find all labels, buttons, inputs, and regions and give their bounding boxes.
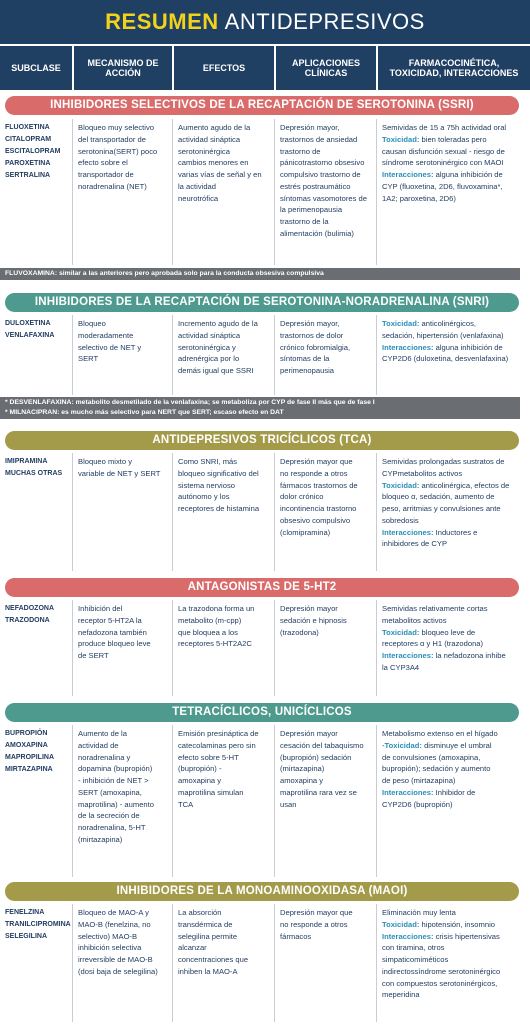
pk-line xyxy=(382,740,525,752)
text-line: La absorción xyxy=(178,908,222,917)
pk-text: causan disfunción sexual - riesgo de xyxy=(382,146,505,156)
text-line: sedación e hipnosis xyxy=(280,615,347,625)
text-line: metabolito (m-cpp) xyxy=(178,615,242,625)
text-line: produce bloqueo leve xyxy=(78,639,151,649)
text-line: que bloquea a los xyxy=(178,627,238,637)
pk-line xyxy=(382,603,525,615)
pk-text: meperidina xyxy=(382,990,420,1000)
cell-mecanismo xyxy=(72,904,172,1022)
pk-line xyxy=(382,169,525,181)
cell-farmaco xyxy=(376,315,530,395)
pk-text: anticolinérgicos, xyxy=(419,319,476,328)
text-line: pánicotrastorno obsesivo xyxy=(280,158,365,168)
cell-drugs xyxy=(0,904,72,1022)
pk-line xyxy=(382,799,525,811)
pk-text: crisis hipertensivas xyxy=(433,931,500,941)
drug-name: FLUOXETINA xyxy=(5,124,50,131)
pk-line xyxy=(382,146,525,158)
drug-name: MAPROPILINA xyxy=(5,753,54,761)
cell-drugs xyxy=(0,119,72,265)
drug-name: IMIPRAMINA xyxy=(5,458,48,465)
text-line: autónomo y los xyxy=(178,492,230,502)
cell-drugs xyxy=(0,600,72,696)
header-farmacocinetica: FARMACOCINÉTICA, TOXICIDAD, INTERACCIONES xyxy=(376,46,530,90)
pk-text: Inductores e xyxy=(433,527,478,537)
pk-text: Semividas prolongadas sustratos de xyxy=(382,457,505,466)
text-line: actividad sináptica xyxy=(178,330,241,340)
drug-name: PAROXETINA xyxy=(5,159,51,167)
text-line: cesación del tabaquismo xyxy=(280,740,364,750)
text-line: adrenérgica por lo xyxy=(178,354,240,364)
text-line: - inhibición de NET > xyxy=(78,776,149,786)
section-row xyxy=(0,904,530,1022)
pk-label: Interacciones: xyxy=(382,527,434,537)
text-line: trastorno de la xyxy=(280,217,329,227)
text-line: crónico fobromialgia, xyxy=(280,342,351,352)
cell-efectos xyxy=(172,725,274,877)
pk-line xyxy=(382,353,525,365)
drug-name: NEFADOZONA xyxy=(5,605,54,612)
text-line: trastornos de ansiedad xyxy=(280,134,358,144)
text-line: noradrenalina, 5-HT xyxy=(78,823,146,833)
section-note xyxy=(0,397,520,419)
text-line: dolor crónico xyxy=(280,492,324,502)
pk-text: peso, arritmias y convulsiones ante xyxy=(382,504,501,514)
drug-name: VENLAFAXINA xyxy=(5,331,55,339)
cell-drugs xyxy=(0,725,72,877)
pk-text: alguna inhibición de xyxy=(433,170,503,180)
drug-name: TRANILCIPROMINA xyxy=(5,920,71,928)
text-line: serotonina(SERT) poco xyxy=(78,146,158,156)
text-line: La trazodona forma un xyxy=(178,604,255,613)
text-line: selectivo de NET y xyxy=(78,342,142,352)
pk-line xyxy=(382,662,525,674)
note-line: * MILNACIPRAN: es mucho más selectivo para NERT que SERT; escaso efecto en DAT xyxy=(5,409,284,417)
cell-farmaco xyxy=(376,453,530,571)
pk-line xyxy=(382,468,525,480)
text-line: no responde a otros xyxy=(280,919,348,929)
text-line: trastorno de xyxy=(280,146,321,156)
cell-aplicaciones xyxy=(274,453,376,571)
text-line: cambios menores en xyxy=(178,158,249,168)
pk-text: de convulsiones (amoxapina, xyxy=(382,752,481,762)
pk-line xyxy=(382,503,525,515)
text-line: maprotilina) - aumento xyxy=(78,799,154,809)
pk-line xyxy=(382,931,525,943)
text-line: SERT xyxy=(78,354,99,364)
pk-text: alguna inhibición de xyxy=(433,342,503,352)
pk-line xyxy=(382,775,525,787)
cell-drugs xyxy=(0,453,72,571)
text-line: Aumento de la xyxy=(78,729,127,738)
cell-efectos xyxy=(172,904,274,1022)
pk-line xyxy=(382,615,525,627)
text-line: Depresión mayor, xyxy=(280,319,340,328)
pk-text: receptores α y H1 (trazodona) xyxy=(382,639,484,649)
text-line: irreversible de MAO-B xyxy=(78,955,153,965)
text-line: MAO-B (fenelzina, no xyxy=(78,919,151,929)
pk-text: Inhibidor de xyxy=(433,787,476,797)
text-line: usan xyxy=(280,799,297,809)
pk-text: sobredosis xyxy=(382,515,419,525)
text-line: alimentación (bulimia) xyxy=(280,228,354,238)
pk-text: Eliminación muy lenta xyxy=(382,908,456,917)
pk-line xyxy=(382,954,525,966)
text-line: Incremento agudo de la xyxy=(178,319,258,328)
cell-aplicaciones xyxy=(274,119,376,265)
header-mecanismo: MECANISMO DE ACCIÓN xyxy=(72,46,172,90)
cell-aplicaciones xyxy=(274,904,376,1022)
drug-name: MIRTAZAPINA xyxy=(5,765,53,773)
text-line: variable de NET y SERT xyxy=(78,468,161,478)
text-line: (bupropión) sedación xyxy=(280,752,352,762)
text-line: (mirtazapina) xyxy=(78,834,123,844)
text-line: obsesivo compulsivo xyxy=(280,515,351,525)
section-row xyxy=(0,453,530,571)
cell-efectos xyxy=(172,119,274,265)
text-line: maprotilina simulan xyxy=(178,787,244,797)
pk-text: disminuye el umbral xyxy=(421,740,492,750)
pk-text: CYP (fluoxetina, 2D6, fluvoxamina*, xyxy=(382,181,503,191)
cell-mecanismo xyxy=(72,725,172,877)
text-line: (clomipramina) xyxy=(280,527,331,537)
drug-name: MUCHAS OTRAS xyxy=(5,469,63,477)
text-line: síntomas de la xyxy=(280,354,330,364)
text-line: fármacos xyxy=(280,931,312,941)
pk-line xyxy=(382,907,525,919)
text-line: Depresión mayor que xyxy=(280,457,353,466)
text-line: (dosi baja de selegilina) xyxy=(78,966,158,976)
section-banner: INHIBIDORES DE LA MONOAMINOOXIDASA (MAOI) xyxy=(5,882,519,901)
text-line: transportador de xyxy=(78,170,134,180)
text-line: receptor 5-HT2A la xyxy=(78,615,142,625)
header-efectos: EFECTOS xyxy=(172,46,274,90)
pk-line xyxy=(382,342,525,354)
text-line: amoxapina y xyxy=(178,776,222,786)
cell-farmaco xyxy=(376,600,530,696)
text-line: inhiben la MAO-A xyxy=(178,966,238,976)
pk-text: inhibidores de CYP xyxy=(382,539,448,549)
cell-mecanismo xyxy=(72,600,172,696)
text-line: neurotrófica xyxy=(178,193,219,203)
text-line: sistema nervioso xyxy=(178,480,235,490)
pk-line xyxy=(382,491,525,503)
drug-name: TRAZODONA xyxy=(5,616,50,624)
text-line: amoxapina y xyxy=(280,776,324,786)
pk-label: Toxicidad: xyxy=(382,134,420,144)
pk-text: la nefadozona inhibe xyxy=(433,651,506,661)
pk-line xyxy=(382,638,525,650)
text-line: Bloqueo muy selectivo xyxy=(78,123,154,132)
text-line: maprotilina rara vez se xyxy=(280,787,357,797)
text-line: incontinencia trastorno xyxy=(280,504,357,514)
section-banner: INHIBIDORES DE LA RECAPTACIÓN DE SEROTONINA-NORADRENALINA (SNRI) xyxy=(5,293,519,312)
pk-line xyxy=(382,527,525,539)
cell-drugs xyxy=(0,315,72,395)
section-row xyxy=(0,600,530,696)
text-line: Bloqueo xyxy=(78,319,106,328)
pk-label: Interacciones: xyxy=(382,931,434,941)
pk-line xyxy=(382,919,525,931)
cell-farmaco xyxy=(376,725,530,877)
text-line: concentraciones que xyxy=(178,955,249,965)
text-line: la perimenopausia xyxy=(280,205,343,215)
text-line: del transportador de xyxy=(78,134,146,144)
text-line: de la secreción de xyxy=(78,811,140,821)
pk-label: Toxicidad: xyxy=(382,919,420,929)
pk-line xyxy=(382,787,525,799)
text-line: la actividad xyxy=(178,181,216,191)
pk-line xyxy=(382,456,525,468)
drug-name: FENELZINA xyxy=(5,909,45,916)
page-title xyxy=(0,0,530,44)
text-line: no responde a otros xyxy=(280,468,348,478)
cell-efectos xyxy=(172,600,274,696)
pk-text: con tiramina, otros xyxy=(382,943,445,953)
drug-name: CITALOPRAM xyxy=(5,135,52,143)
pk-text: Metabolismo extenso en el hígado xyxy=(382,729,498,738)
pk-line xyxy=(382,966,525,978)
section-banner: ANTAGONISTAS DE 5-HT2 xyxy=(5,578,519,597)
pk-label: Interacciones: xyxy=(382,170,434,180)
text-line: actividad sináptica xyxy=(178,134,241,144)
text-line: selectivo) MAO-B xyxy=(78,931,138,941)
cell-efectos xyxy=(172,315,274,395)
pk-label: Toxicidad: xyxy=(382,627,420,637)
note-line: FLUVOXAMINA: similar a las anteriores pero aprobada solo para la conducta obsesiva compulsiva xyxy=(5,270,324,277)
text-line: receptores de histamina xyxy=(178,504,260,514)
pk-line xyxy=(382,538,525,550)
text-line: Depresión mayor xyxy=(280,729,338,738)
header-aplicaciones: APLICACIONES CLÍNICAS xyxy=(274,46,376,90)
pk-label: Toxicidad: xyxy=(382,319,420,328)
text-line: inhibición selectiva xyxy=(78,943,142,953)
text-line: noradrenalina y xyxy=(78,752,131,762)
pk-text: simpaticomiméticos xyxy=(382,955,449,965)
pk-label: Toxicidad: xyxy=(382,480,420,490)
text-line: (trazodona) xyxy=(280,627,319,637)
pk-text: 1A2; paroxetina, 2D6) xyxy=(382,193,456,203)
cell-aplicaciones xyxy=(274,725,376,877)
pk-line xyxy=(382,157,525,169)
text-line: trastornos de dolor xyxy=(280,330,344,340)
pk-line xyxy=(382,763,525,775)
section-row xyxy=(0,315,530,395)
drug-name: SELEGILINA xyxy=(5,932,48,940)
pk-line xyxy=(382,515,525,527)
drug-name: AMOXAPINA xyxy=(5,741,48,749)
pk-text: bloqueo leve de xyxy=(419,627,476,637)
text-line: de SERT xyxy=(78,651,109,661)
pk-line xyxy=(382,193,525,205)
drug-name: ESCITALOPRAM xyxy=(5,147,61,155)
pk-text: hipotensión, insomnio xyxy=(419,919,495,929)
pk-line xyxy=(382,134,525,146)
text-line: Emisión presináptica de xyxy=(178,729,259,738)
section-banner: TETRACÍCLICOS, UNICÍCLICOS xyxy=(5,703,519,722)
pk-line xyxy=(382,181,525,193)
section-banner: ANTIDEPRESIVOS TRICÍCLICOS (TCA) xyxy=(5,431,519,450)
text-line: nefadozona también xyxy=(78,627,147,637)
text-line: demás igual que SSRI xyxy=(178,366,254,376)
text-line: alcanzar xyxy=(178,943,207,953)
text-line: perimenopausia xyxy=(280,366,335,376)
text-line: actividad de xyxy=(78,740,119,750)
column-header-row xyxy=(0,46,530,90)
cell-aplicaciones xyxy=(274,315,376,395)
pk-line xyxy=(382,728,525,740)
pk-line xyxy=(382,989,525,1001)
cell-aplicaciones xyxy=(274,600,376,696)
section-note xyxy=(0,268,520,280)
text-line: Depresión mayor xyxy=(280,604,338,613)
pk-label: Interacciones: xyxy=(382,787,434,797)
header-subclase: SUBCLASE xyxy=(11,62,61,73)
pk-line xyxy=(382,942,525,954)
pk-text: CYPmetabolitos activos xyxy=(382,468,463,478)
text-line: selegilina permite xyxy=(178,931,238,941)
pk-line xyxy=(382,978,525,990)
section-banner: INHIBIDORES SELECTIVOS DE LA RECAPTACIÓN DE SEROTONINA (SSRI) xyxy=(5,96,519,115)
cell-mecanismo xyxy=(72,453,172,571)
pk-text: Semividas relativamente cortas xyxy=(382,604,488,613)
text-line: (mirtazapina) xyxy=(280,764,325,774)
text-line: bloqueo significativo del xyxy=(178,468,259,478)
title-accent: RESUMEN xyxy=(105,9,219,34)
cell-efectos xyxy=(172,453,274,571)
pk-line xyxy=(382,480,525,492)
cell-farmaco xyxy=(376,119,530,265)
text-line: serotoninérgica y xyxy=(178,342,236,352)
text-line: Inhibición del xyxy=(78,604,123,613)
pk-text: sedación, hipertensión (venlafaxina) xyxy=(382,330,504,340)
pk-text: CYP2D6 (bupropión) xyxy=(382,799,453,809)
text-line: compulsivo trastorno de xyxy=(280,170,361,180)
pk-text: síndrome serotoninérgico con MAOI xyxy=(382,158,504,168)
pk-text: bloqueo α, sedación, aumento de xyxy=(382,492,495,502)
text-line: fármacos trastornos de xyxy=(280,480,358,490)
pk-text: Semividas de 15 a 75h actividad oral xyxy=(382,123,507,132)
pk-text: bien toleradas pero xyxy=(419,134,487,144)
pk-text: CYP2D6 (duloxetina, desvenlafaxina) xyxy=(382,354,509,364)
text-line: moderadamente xyxy=(78,330,134,340)
text-line: síntomas vasomotores de xyxy=(280,193,367,203)
pk-text: indirectossíndrome serotoninérgico xyxy=(382,966,501,976)
pk-line xyxy=(382,627,525,639)
text-line: Bloqueo mixto y xyxy=(78,457,133,466)
text-line: efecto sobre 5-HT xyxy=(178,752,239,762)
text-line: Bloqueo de MAO-A y xyxy=(78,908,149,917)
text-line: receptores 5-HT2A2C xyxy=(178,639,252,649)
pk-text: con compuestos serotoninérgicos, xyxy=(382,978,498,988)
note-line: * DESVENLAFAXINA: metabolito desmetilado de la venlafaxina; se metaboliza por CYP de fase II más que de fase I xyxy=(5,399,375,406)
text-line: Aumento agudo de la xyxy=(178,123,251,132)
text-line: Depresión mayor que xyxy=(280,908,353,917)
title-rest: ANTIDEPRESIVOS xyxy=(224,9,425,34)
drug-name: BUPROPIÓN xyxy=(5,730,48,737)
text-line: SERT (amoxapina, xyxy=(78,787,142,797)
pk-label: Toxicidad: xyxy=(384,740,422,750)
pk-text: de peso (mirtazapina) xyxy=(382,776,456,786)
drug-name: DULOXETINA xyxy=(5,320,51,327)
text-line: varias vías de señal y en xyxy=(178,170,262,180)
cell-mecanismo xyxy=(72,119,172,265)
text-line: dopamina (bupropión) xyxy=(78,764,153,774)
pk-line xyxy=(382,330,525,342)
pk-label: Interacciones: xyxy=(382,651,434,661)
pk-text: bupropión); sedación y aumento xyxy=(382,764,491,774)
pk-prefix: - xyxy=(382,740,385,750)
section-row xyxy=(0,119,530,265)
cell-mecanismo xyxy=(72,315,172,395)
pk-label: Interacciones: xyxy=(382,342,434,352)
text-line: efecto sobre el xyxy=(78,158,128,168)
pk-line xyxy=(382,318,525,330)
pk-text: la CYP3A4 xyxy=(382,662,420,672)
text-line: TCA xyxy=(178,799,194,809)
text-line: transdérmica de xyxy=(178,919,233,929)
pk-line xyxy=(382,650,525,662)
pk-text: anticolinérgica, efectos de xyxy=(419,480,510,490)
text-line: catecolaminas pero sin xyxy=(178,740,256,750)
text-line: (bupropión) - xyxy=(178,764,222,774)
text-line: estrés postraumático xyxy=(280,181,351,191)
cell-farmaco xyxy=(376,904,530,1022)
pk-line xyxy=(382,122,525,134)
pk-line xyxy=(382,752,525,764)
text-line: Depresión mayor, xyxy=(280,123,340,132)
text-line: serotoninérgica xyxy=(178,146,230,156)
text-line: noradrenalina (NET) xyxy=(78,181,147,191)
section-row xyxy=(0,725,530,877)
text-line: Como SNRI, más xyxy=(178,457,238,466)
drug-name: SERTRALINA xyxy=(5,171,51,179)
pk-text: metabolitos activos xyxy=(382,615,447,625)
